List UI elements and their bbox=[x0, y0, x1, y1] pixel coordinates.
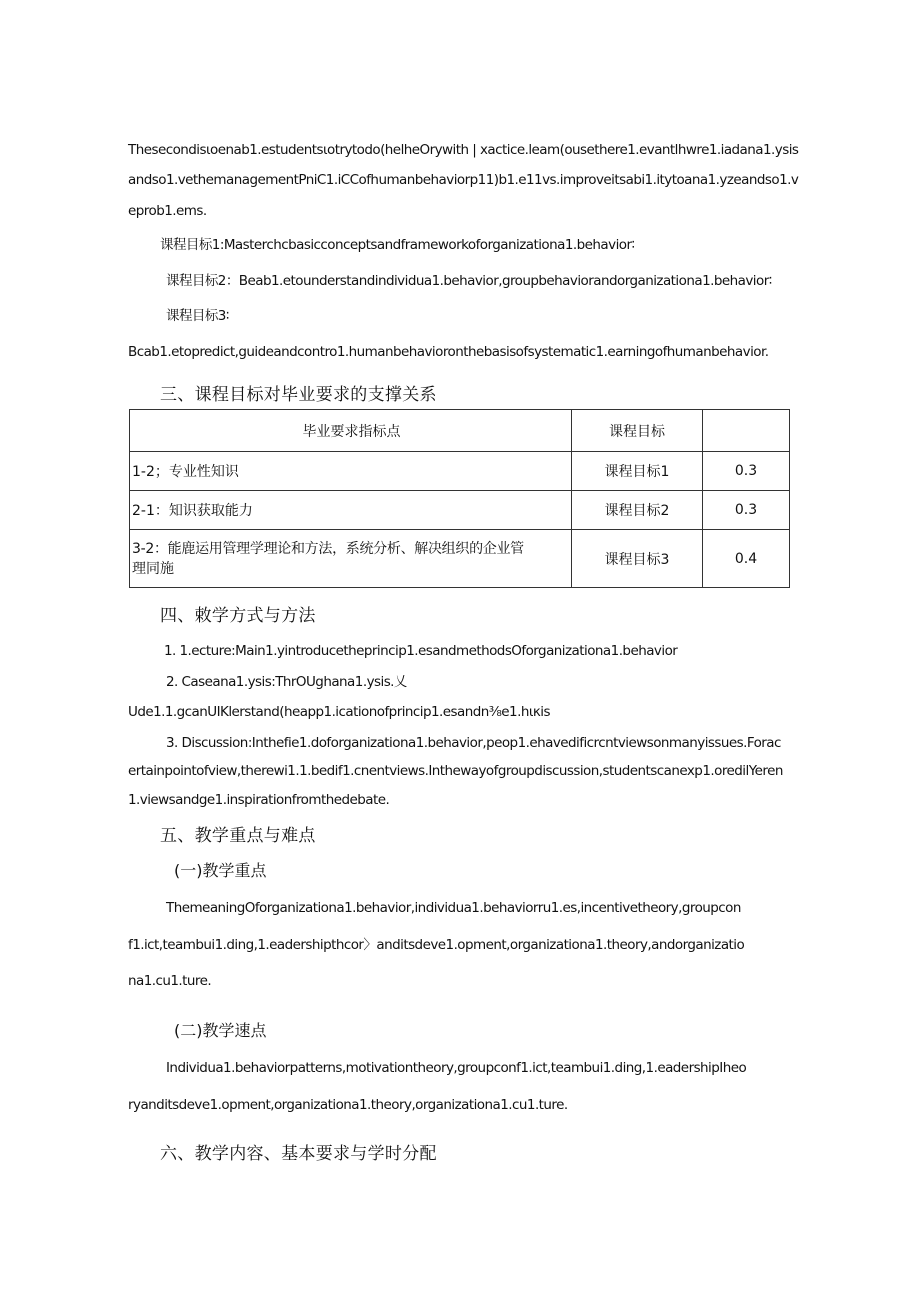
table-row bbox=[130, 452, 790, 491]
requirement-point: 1-2；专业性知识 bbox=[130, 452, 572, 491]
table-header-row bbox=[130, 410, 790, 452]
teaching-difficulty-line: Individua1.behaviorpatterns,motivationtheory,groupconf1.ict,teambui1.ding,1.eadershipIheo bbox=[166, 1060, 747, 1076]
table-row bbox=[130, 491, 790, 530]
method-item-2-cont: Ude1.1.gcanUIKlerstand(heapp1.icationofprincip1.esandn⅜e1.hικis bbox=[128, 704, 550, 720]
objective-1: 课程目标1:Masterchcbasicconceptsandframeworkoforganizationa1.behavior∶ bbox=[160, 237, 635, 253]
intro-line-1: Thesecondisιoenab1.estudentsιotrytodo(helheOrywith | xactice.leam(ousethere1.evantlhwre1.iadana1.ysis bbox=[128, 142, 799, 158]
requirement-point: 2-1：知识获取能力 bbox=[130, 491, 572, 530]
objective-3-text: Bcab1.etopredict,guideandcontro1.humanbehavioronthebasisofsystematic1.earningofhumanbehavior. bbox=[128, 344, 769, 360]
teaching-focus-line: ThemeaningOforganizationa1.behavior,individua1.behaviorru1.es,incentivetheory,groupcon bbox=[166, 900, 741, 916]
intro-line-3: eprob1.ems. bbox=[128, 203, 207, 219]
teaching-focus-line: na1.cu1.ture. bbox=[128, 973, 212, 989]
header-weight bbox=[703, 410, 790, 452]
section-5-heading: 五、教学重点与难点 bbox=[160, 826, 316, 846]
teaching-focus-line: f1.ict,teambui1.ding,1.eadershipthcor〉anditsdeve1.opment,organizationa1.theory,andorganizatio bbox=[128, 937, 745, 953]
table-row bbox=[130, 530, 790, 588]
requirements-table bbox=[129, 409, 790, 588]
method-item-2: 2. Caseana1.ysis:ThrOUghana1.ysis.乂 bbox=[166, 674, 407, 690]
intro-line-2: andso1.vethemanagementPniC1.iCCofhumanbehaviorp11)b1.e11vs.improveitsabi1.itytoana1.yzeandso1.v bbox=[128, 172, 799, 188]
method-item-3-cont-2: 1.viewsandge1.inspirationfromthedebate. bbox=[128, 792, 390, 808]
teaching-difficulty-line: ryanditsdeve1.opment,organizationa1.theory,organizationa1.cu1.ture. bbox=[128, 1097, 568, 1113]
objective-3-label: 课程目标3∶ bbox=[166, 308, 229, 324]
weight-value: 0.3 bbox=[703, 452, 790, 491]
weight-value: 0.3 bbox=[703, 491, 790, 530]
course-objective: 课程目标1 bbox=[572, 452, 703, 491]
header-requirement-point: 毕业要求指标点 bbox=[130, 410, 572, 452]
requirement-point-line-1: 3-2：能鹿运用管理学理论和方法，系统分析、解决组织的企业管 bbox=[132, 540, 524, 557]
objective-2: 课程目标2：Beab1.etounderstandindividua1.behavior,groupbehaviorandorganizationa1.behavior∶ bbox=[166, 273, 772, 289]
requirement-point-line-2: 理同施 bbox=[132, 560, 174, 577]
teaching-focus-heading: (一)教学重点 bbox=[174, 861, 267, 880]
section-3-heading: 三、课程目标对毕业要求的支撑关系 bbox=[160, 385, 437, 405]
method-item-3-cont-1: ertainpointofview,therewi1.1.bedif1.cnentviews.Inthewayofgroupdiscussion,studentscanexp1.oredilYeren bbox=[128, 763, 783, 779]
method-item-1: 1. 1.ecture:Main1.yintroducetheprincip1.esandmethodsOforganizationa1.behavior bbox=[164, 643, 678, 659]
header-course-objective: 课程目标 bbox=[572, 410, 703, 452]
course-objective: 课程目标2 bbox=[572, 491, 703, 530]
course-objective: 课程目标3 bbox=[572, 530, 703, 588]
method-item-3: 3. Discussion:Inthefie1.doforganizationa1.behavior,peop1.ehavedificrcntviewsonmanyissues.Forac bbox=[166, 735, 781, 751]
section-4-heading: 四、敕学方式与方法 bbox=[160, 606, 316, 626]
requirement-point bbox=[130, 530, 572, 588]
teaching-difficulty-heading: (二)教学速点 bbox=[174, 1021, 267, 1040]
section-6-heading: 六、教学内容、基本要求与学时分配 bbox=[160, 1144, 437, 1164]
weight-value: 0.4 bbox=[703, 530, 790, 588]
